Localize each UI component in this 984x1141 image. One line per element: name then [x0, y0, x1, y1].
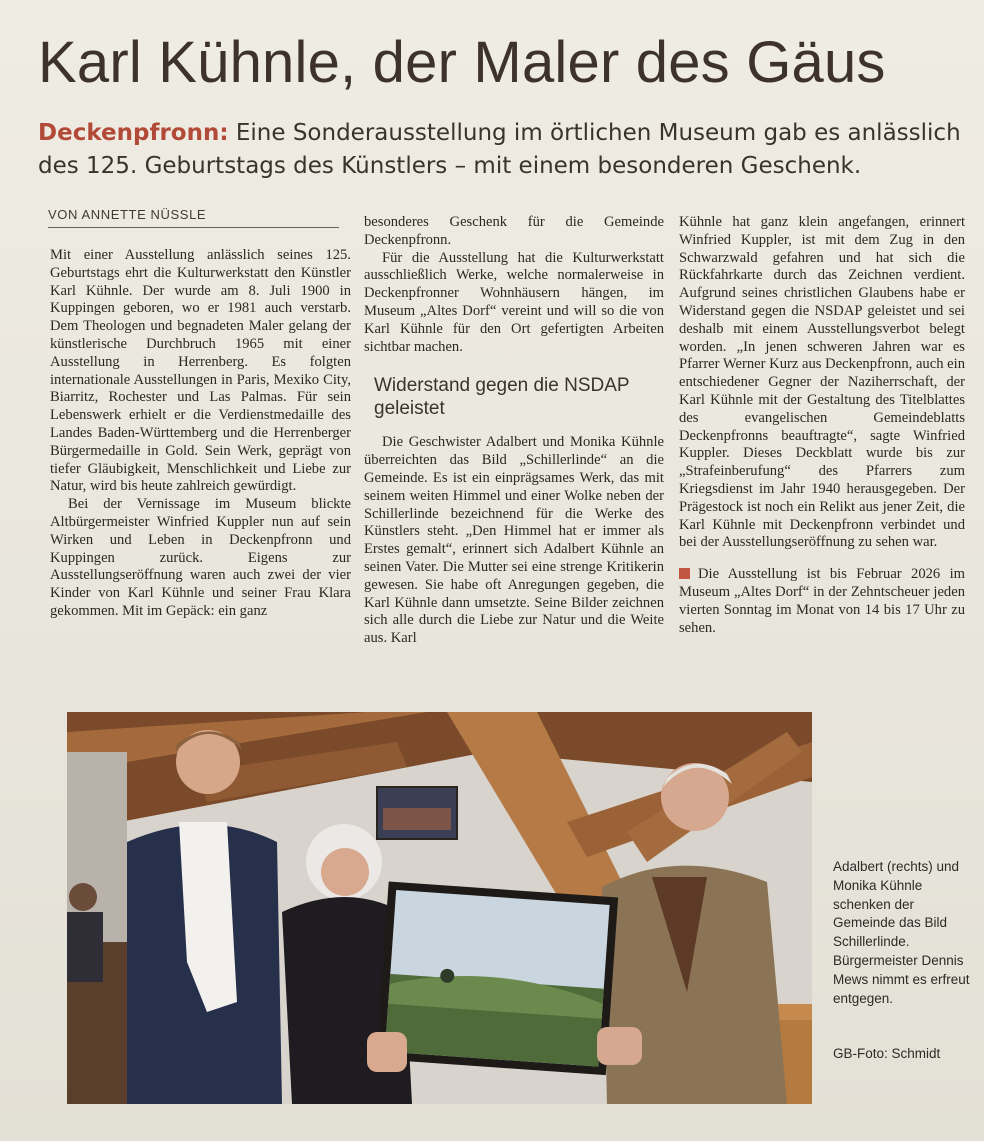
subhead-place: Deckenpfronn:: [38, 120, 229, 146]
article-headline: Karl Kühnle, der Maler des Gäus: [38, 30, 886, 95]
photo-credit: GB-Foto: Schmidt: [833, 1046, 941, 1061]
paragraph: Kühnle hat ganz klein angefangen, erinnert Winfried Kuppler, ist mit dem Zug in den Schwarzwald gefahren und hat sich die Rückfahrkarte durch das Zeichnen verdient. Aufgrund seines christlichen Glaubens habe er Widerstand gegen die NSDAP geleistet und sei deshalb mit einem Ausstellungsverbot belegt worden. „In jenen schweren Jahren war es Pfarrer Werner Kurz aus Deckenpfronn, auch ein entschiedener Gegner der Naziherrschaft, der Karl Kühnle mit der Gestaltung des Titelblattes des evangelischen Gemeindeblatts Deckenpfronns beauftragte“, sagte Winfried Kuppler. Dieses Deckblatt wurde bis zur „Strafeinberufung“ des Pfarrers zum Kriegsdienst im Jahr 1940 herausgegeben. Der Prägestock ist noch ein Relikt aus jener Zeit, die Karl Kühnle mit Deckenpfronn verbindet und bei der Ausstellungseröffnung zu sehen war.: [679, 214, 965, 551]
paragraph: Für die Ausstellung hat die Kulturwerkstatt ausschließlich Werke, welche normalerweise in Deckenpfronner Wohnhäusern hängen, im Museum „Altes Dorf“ vereint und will so die von Karl Kühnle für den Ort gefertigten Arbeiten sichtbar machen.: [364, 249, 664, 355]
paragraph: Mit einer Ausstellung anlässlich seines 125. Geburtstags ehrt die Kulturwerkstatt den Künstler Karl Kühnle. Der wurde am 8. Juli 1900 in Kuppingen geboren, wo er 1981 auch verstarb. Dem Theologen und begnadeten Maler gelang der künstlerische Durchbruch 1965 mit einer Ausstellung in Herrenberg. Es folgten internationale Ausstellungen in Paris, Mexiko City, Biarritz, Rochester und Las Palmas. Für sein Lebenswerk erhielt er die Verdienstmedaille des Landes Baden-Württemberg und die Herrenberger Bürgermedaille in Gold. Sein Werk, geprägt von tiefer Gläubigkeit, Menschlichkeit und Liebe zur Natur, wird bis heute zahlreich gewürdigt.: [50, 247, 351, 495]
text-column-2: [364, 214, 664, 648]
article-photo: [67, 712, 812, 1104]
text-column-1: [50, 247, 351, 621]
paragraph: Bei der Vernissage im Museum blickte Altbürgermeister Winfried Kuppler nun auf sein Wirken und Leben in Deckenpfronn und Kuppingen zurück. Eigens zur Ausstellungseröffnung waren auch zwei der vier Kinder von Karl Kühnle und seiner Frau Klara gekommen. Mit im Gepäck: ein ganz: [50, 496, 351, 619]
paragraph: Die Geschwister Adalbert und Monika Kühnle überreichten das Bild „Schillerlinde“ an die Gemeinde. Es ist ein einprägsames Werk, das mit seinem weiten Himmel und einer Wolke neben der Schillerlinde bezeichnend für die Werke des Künstlers steht. „Den Himmel hat er immer als Erstes gemalt“, erinnert sich Adalbert Kühnle an seinen Vater. Die Mutter sei eine strenge Kritikerin gewesen. Sie habe oft Anregungen gegeben, die Karl Kühnle dann umsetzte. Seine Bilder zeichnen sich alle durch die Liebe zur Natur und die Weite aus. Karl: [364, 434, 664, 647]
article-subhead: [38, 117, 968, 183]
paragraph: besonderes Geschenk für die Gemeinde Deckenpfronn.: [364, 214, 664, 248]
info-text: Die Ausstellung ist bis Februar 2026 im Museum „Altes Dorf“ in der Zehntscheuer jeden vierten Sonntag im Monat von 14 bis 17 Uhr zu sehen.: [679, 566, 965, 636]
section-heading: Widerstand gegen die NSDAP geleistet: [374, 375, 630, 420]
square-bullet-icon: [679, 568, 690, 579]
subhead-text: Eine Sonderausstellung im örtlichen Museum gab es anlässlich des 125. Geburtstags des Künstlers – mit einem besonderen Geschenk.: [38, 120, 961, 179]
photo-illustration: [67, 712, 812, 1104]
byline: VON ANNETTE NÜSSLE: [48, 207, 339, 228]
text-column-3: [679, 214, 965, 637]
photo-caption: Adalbert (rechts) und Monika Kühnle schenken der Gemeinde das Bild Schillerlinde. Bürgermeister Dennis Mews nimmt es erfreut entgegen.: [833, 859, 970, 1006]
info-box: [679, 566, 965, 637]
